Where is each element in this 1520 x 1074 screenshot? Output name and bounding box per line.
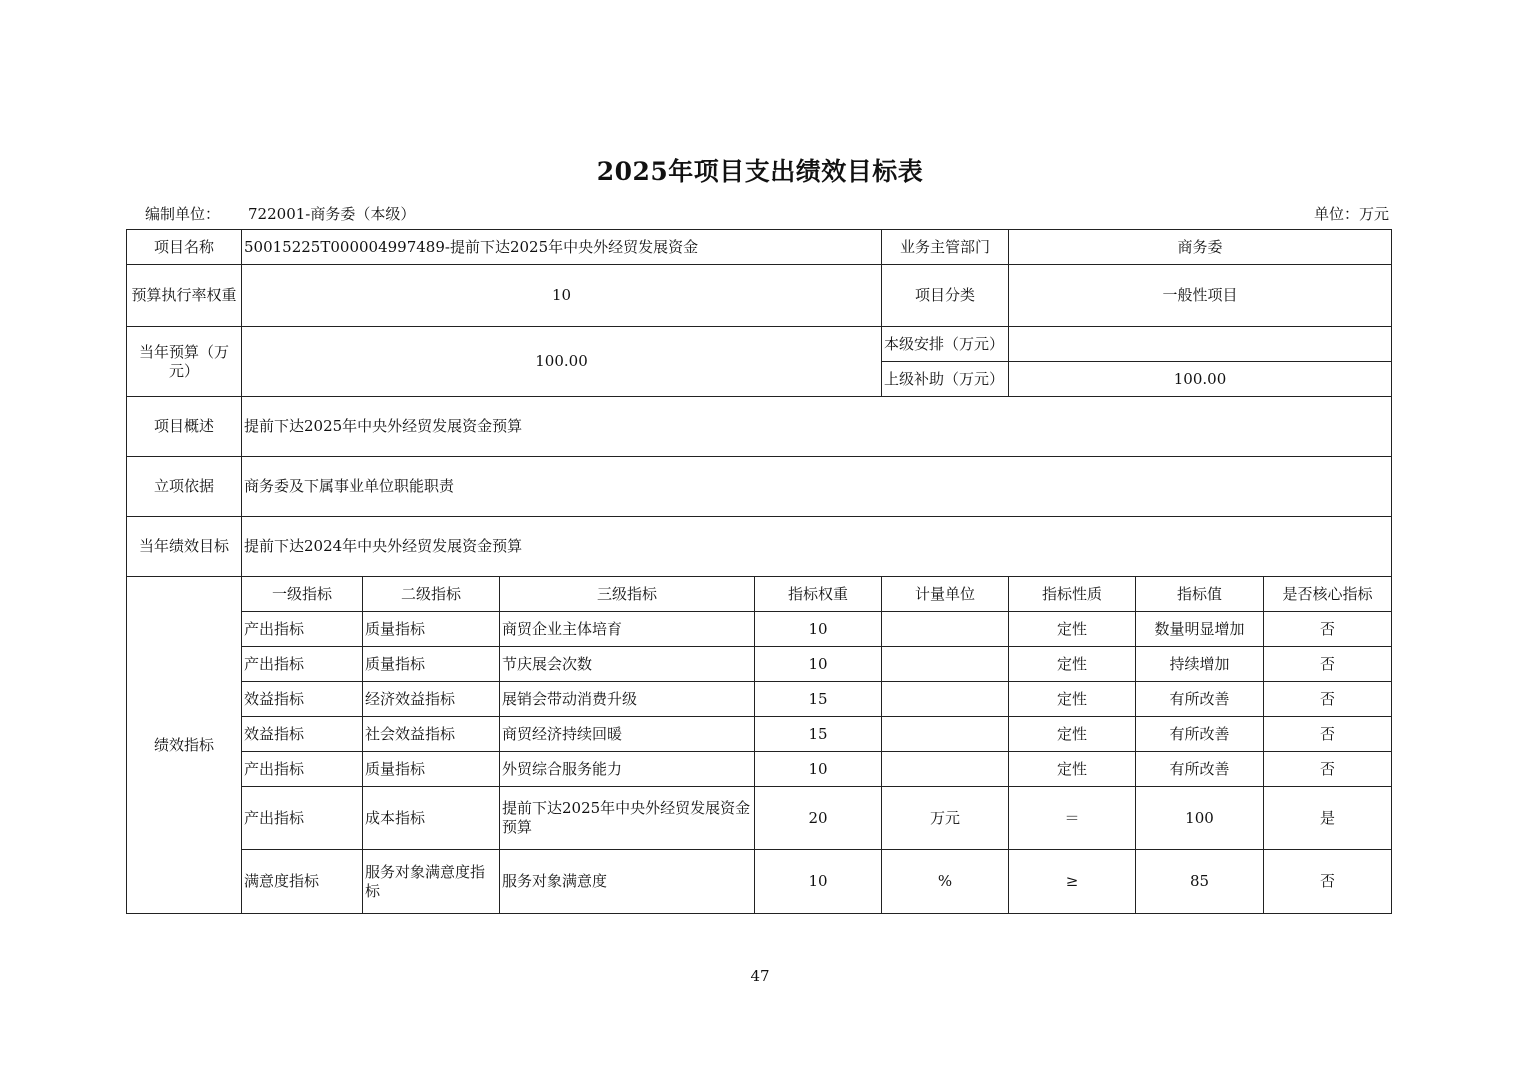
header-weight: 指标权重 [755, 577, 882, 612]
nature-cell: 定性 [1009, 752, 1136, 787]
level1-cell: 满意度指标 [242, 850, 363, 914]
goal-value: 提前下达2024年中央外经贸发展资金预算 [242, 517, 1392, 577]
level3-cell: 外贸综合服务能力 [500, 752, 755, 787]
level1-cell: 产出指标 [242, 612, 363, 647]
header-level2: 二级指标 [363, 577, 500, 612]
compiling-unit-label: 编制单位： [145, 205, 221, 223]
local-arrangement-label: 本级安排（万元） [882, 327, 1009, 362]
level2-cell: 经济效益指标 [363, 682, 500, 717]
core-cell: 否 [1264, 752, 1392, 787]
value-cell: 85 [1136, 850, 1264, 914]
table-row [127, 850, 1392, 914]
weight-cell: 10 [755, 647, 882, 682]
dept-label: 业务主管部门 [882, 230, 1009, 265]
level3-cell: 服务对象满意度 [500, 850, 755, 914]
core-cell: 否 [1264, 682, 1392, 717]
indicators-section-label: 绩效指标 [127, 577, 242, 914]
level2-cell: 质量指标 [363, 647, 500, 682]
page-title: 2025年项目支出绩效目标表 [596, 157, 924, 186]
core-cell: 否 [1264, 647, 1392, 682]
table-row [127, 647, 1392, 682]
value-cell: 持续增加 [1136, 647, 1264, 682]
level2-cell: 成本指标 [363, 787, 500, 850]
goal-label: 当年绩效目标 [127, 517, 242, 577]
indicator-header-row [127, 577, 1392, 612]
level1-cell: 效益指标 [242, 682, 363, 717]
compiling-unit-value: 722001-商务委（本级） [248, 205, 416, 223]
table-row [127, 717, 1392, 752]
row-budget [127, 327, 1392, 362]
level3-cell: 展销会带动消费升级 [500, 682, 755, 717]
currency-unit: 单位：万元 [1313, 205, 1389, 223]
unit-cell [882, 717, 1009, 752]
row-overview [127, 397, 1392, 457]
weight-cell: 15 [755, 682, 882, 717]
upper-subsidy-value: 100.00 [1009, 362, 1392, 397]
value-cell: 100 [1136, 787, 1264, 850]
core-cell: 是 [1264, 787, 1392, 850]
basis-label: 立项依据 [127, 457, 242, 517]
level1-cell: 产出指标 [242, 752, 363, 787]
table-row [127, 787, 1392, 850]
nature-cell: 定性 [1009, 647, 1136, 682]
upper-subsidy-label: 上级补助（万元） [882, 362, 1009, 397]
nature-cell: ＝ [1009, 787, 1136, 850]
unit-cell [882, 612, 1009, 647]
header-level1: 一级指标 [242, 577, 363, 612]
row-basis [127, 457, 1392, 517]
rate-label: 预算执行率权重 [127, 265, 242, 327]
core-cell: 否 [1264, 612, 1392, 647]
budget-label: 当年预算（万元） [127, 327, 242, 397]
value-cell: 数量明显增加 [1136, 612, 1264, 647]
weight-cell: 15 [755, 717, 882, 752]
level3-cell: 提前下达2025年中央外经贸发展资金预算 [500, 787, 755, 850]
weight-cell: 10 [755, 752, 882, 787]
category-label: 项目分类 [882, 265, 1009, 327]
level2-cell: 质量指标 [363, 612, 500, 647]
project-name-label: 项目名称 [127, 230, 242, 265]
nature-cell: 定性 [1009, 612, 1136, 647]
value-cell: 有所改善 [1136, 682, 1264, 717]
level2-cell: 服务对象满意度指标 [363, 850, 500, 914]
compiling-unit [145, 203, 415, 224]
overview-value: 提前下达2025年中央外经贸发展资金预算 [242, 397, 1392, 457]
local-arrangement-value [1009, 327, 1392, 362]
level3-cell: 节庆展会次数 [500, 647, 755, 682]
project-name-value: 50015225T000004997489-提前下达2025年中央外经贸发展资金 [242, 230, 882, 265]
core-cell: 否 [1264, 717, 1392, 752]
dept-value: 商务委 [1009, 230, 1392, 265]
header-unit: 计量单位 [882, 577, 1009, 612]
category-value: 一般性项目 [1009, 265, 1392, 327]
row-execution-rate [127, 265, 1392, 327]
header-nature: 指标性质 [1009, 577, 1136, 612]
level1-cell: 效益指标 [242, 717, 363, 752]
level2-cell: 社会效益指标 [363, 717, 500, 752]
unit-cell: 万元 [882, 787, 1009, 850]
page-number: 47 [750, 967, 770, 985]
unit-cell [882, 647, 1009, 682]
table-row [127, 752, 1392, 787]
nature-cell: 定性 [1009, 682, 1136, 717]
weight-cell: 10 [755, 850, 882, 914]
unit-cell [882, 752, 1009, 787]
unit-cell [882, 682, 1009, 717]
table-row [127, 612, 1392, 647]
rate-value: 10 [242, 265, 882, 327]
level1-cell: 产出指标 [242, 787, 363, 850]
header-level3: 三级指标 [500, 577, 755, 612]
nature-cell: ≥ [1009, 850, 1136, 914]
overview-label: 项目概述 [127, 397, 242, 457]
weight-cell: 20 [755, 787, 882, 850]
row-project-name [127, 230, 1392, 265]
value-cell: 有所改善 [1136, 717, 1264, 752]
basis-value: 商务委及下属事业单位职能职责 [242, 457, 1392, 517]
budget-value: 100.00 [242, 327, 882, 397]
table-row [127, 682, 1392, 717]
nature-cell: 定性 [1009, 717, 1136, 752]
level3-cell: 商贸经济持续回暖 [500, 717, 755, 752]
core-cell: 否 [1264, 850, 1392, 914]
level1-cell: 产出指标 [242, 647, 363, 682]
unit-cell: % [882, 850, 1009, 914]
header-core: 是否核心指标 [1264, 577, 1392, 612]
row-annual-goal [127, 517, 1392, 577]
value-cell: 有所改善 [1136, 752, 1264, 787]
header-value: 指标值 [1136, 577, 1264, 612]
level2-cell: 质量指标 [363, 752, 500, 787]
level3-cell: 商贸企业主体培育 [500, 612, 755, 647]
weight-cell: 10 [755, 612, 882, 647]
performance-target-table [126, 229, 1392, 914]
